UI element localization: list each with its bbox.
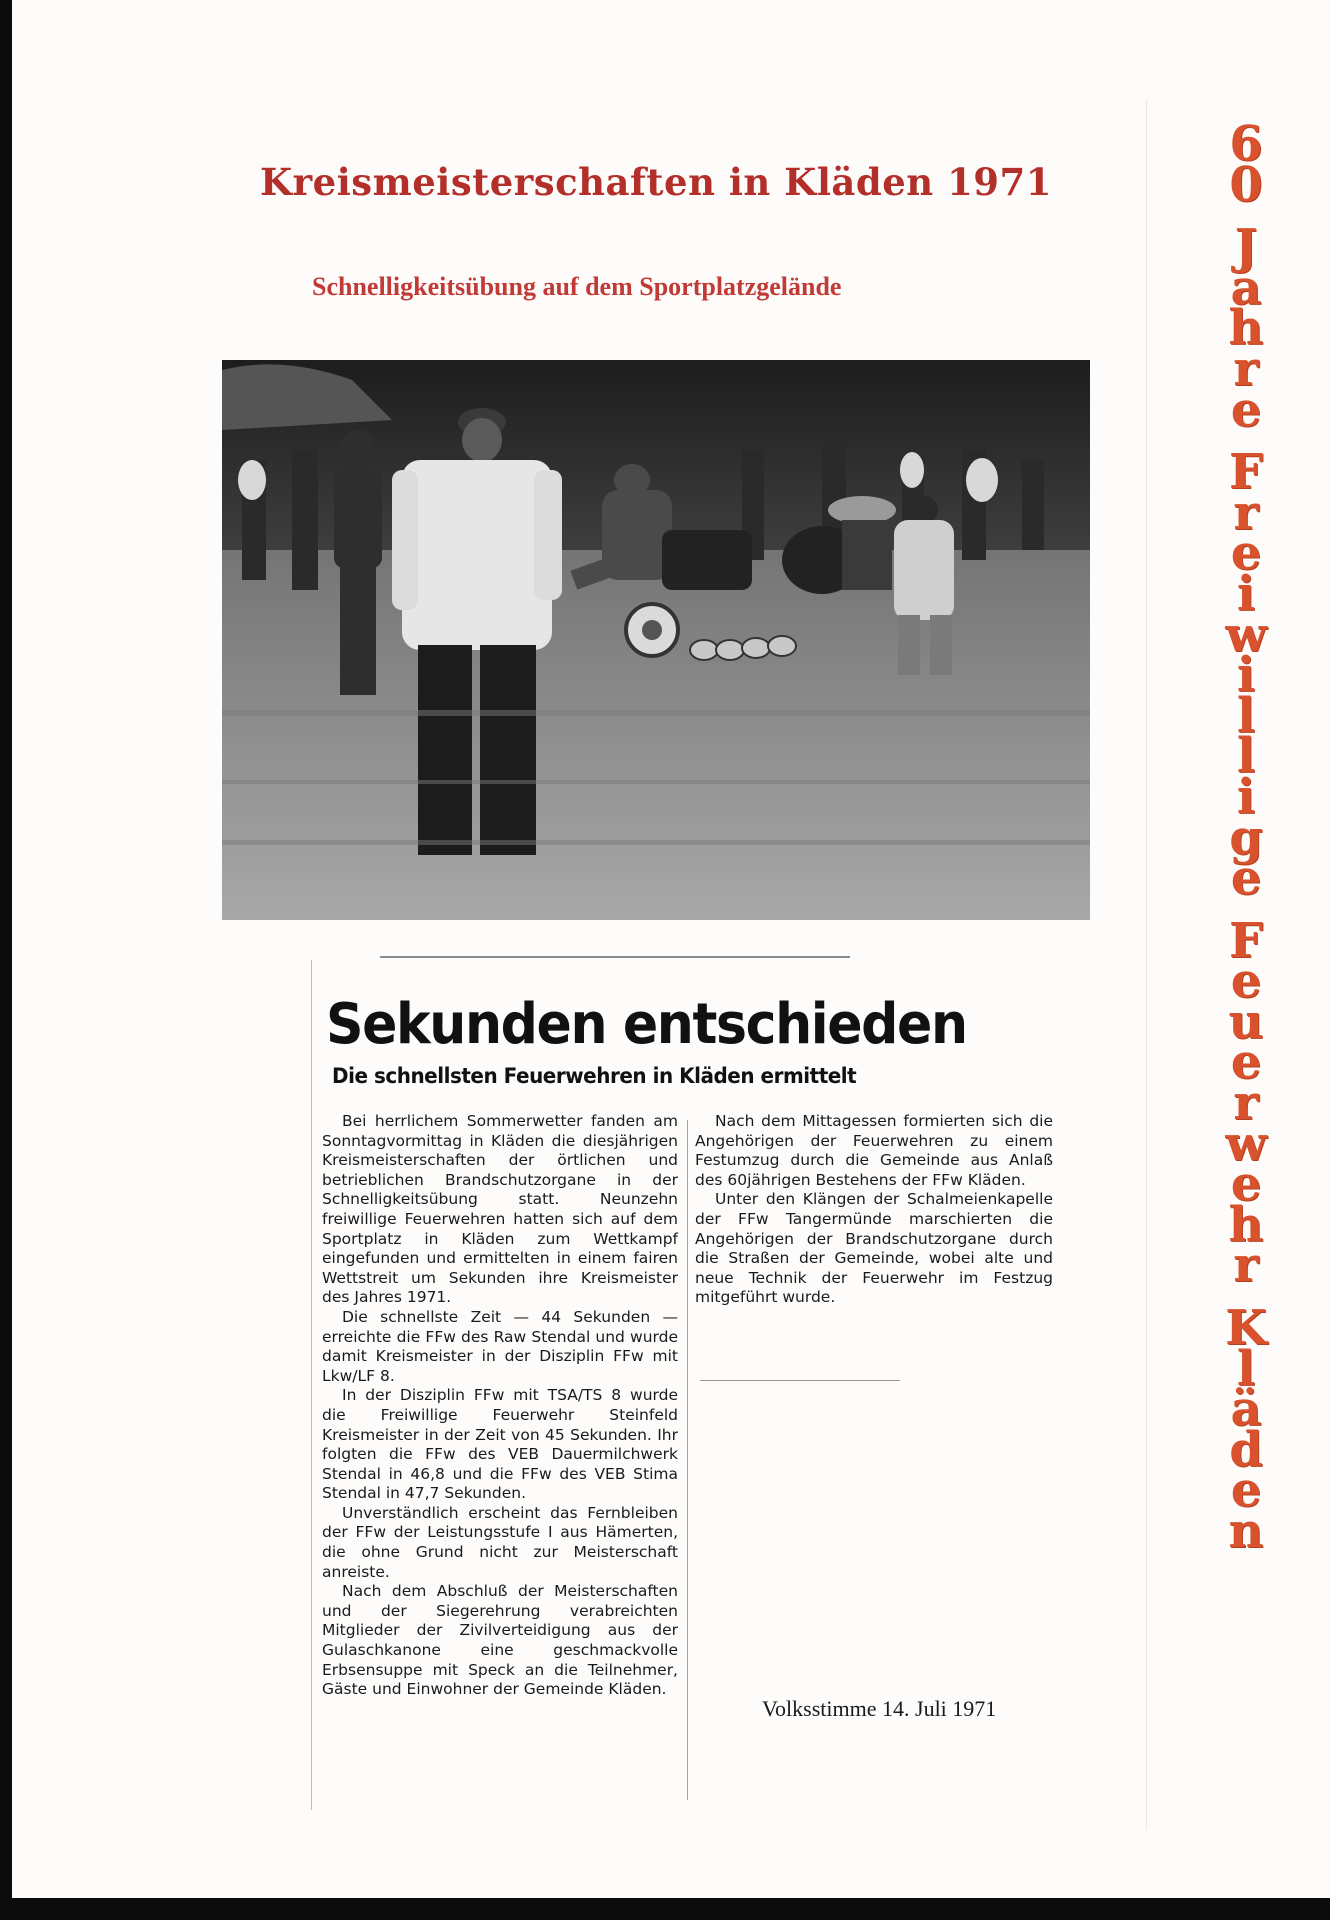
side-banner-letter: a (1230, 259, 1262, 316)
side-banner-letter: J (1234, 219, 1258, 276)
side-banner-letter: i (1236, 565, 1256, 622)
side-banner-letter: u (1228, 993, 1264, 1050)
article-right-column (695, 1112, 1053, 1362)
side-banner-word (1228, 219, 1264, 438)
article-paragraph: Unter den Klängen der Schalmeienkapelle der FFw Tangermünde marschierten die Angehörigen der Brandschutzorgane durch die Straßen der Gemeinde, wobei alte und neue Technik der Feuerwehr im Festzug mitgeführt wurde. (695, 1190, 1053, 1307)
column-divider (687, 1120, 688, 1800)
subtitle: Schnelligkeitsübung auf dem Sportplatzgelände (312, 272, 842, 301)
side-banner-letter: e (1230, 850, 1262, 907)
side-banner-letter: 0 (1229, 156, 1263, 213)
page-fold-line (1146, 100, 1147, 1830)
side-banner-letter: i (1236, 647, 1256, 704)
article-left-column (322, 1112, 678, 1802)
article-paragraph: Die schnellste Zeit — 44 Sekunden — erreichte die FFw des Raw Stendal und wurde damit Kreismeister in der Disziplin FFw mit Lkw/LF 8. (322, 1307, 678, 1385)
side-banner-letter: F (1228, 912, 1264, 969)
side-banner-letter: l (1236, 1340, 1256, 1397)
side-banner-letter: e (1230, 1156, 1262, 1213)
side-banner-letter: r (1233, 1237, 1259, 1294)
source-citation: Volksstimme 14. Juli 1971 (762, 1696, 997, 1721)
side-banner-letter: e (1230, 953, 1262, 1010)
clipping-top-rule (380, 956, 850, 958)
side-banner-letter: r (1233, 484, 1259, 541)
article-headline: Sekunden entschieden (326, 992, 967, 1057)
side-banner-letter: d (1229, 1421, 1263, 1478)
gothic-title: Kreismeisterschaften in Kläden 1971 (260, 160, 1053, 204)
side-banner-letter: i (1236, 768, 1256, 825)
clipping-left-edge (311, 960, 312, 1810)
side-banner-letter: r (1233, 1075, 1259, 1132)
side-banner-letter: e (1230, 525, 1262, 582)
side-banner-letter: ä (1230, 1381, 1262, 1438)
side-banner-letter: K (1225, 1300, 1267, 1357)
article-paragraph: Unverständlich erscheint das Fernbleiben der FFw der Leistungsstufe I aus Hämerten, die ohne Grund nicht zur Meisterschaft anreiste. (322, 1503, 678, 1581)
side-banner-letter: h (1228, 300, 1264, 357)
side-banner-letter: r (1233, 340, 1259, 397)
side-banner-letter: l (1236, 687, 1256, 744)
article-deck: Die schnellsten Feuerwehren in Kläden ermittelt (332, 1064, 857, 1088)
side-banner-letter: g (1229, 809, 1263, 866)
side-banner-word (1225, 912, 1267, 1294)
article-paragraph: Nach dem Mittagessen formierten sich die Angehörigen der Feuerwehren zu einem Festumzug durch die Gemeinde aus Anlaß des 60jährigen Bestehens der FFw Kläden. (695, 1112, 1053, 1189)
side-banner-letter: n (1228, 1503, 1264, 1559)
side-banner-60-jahre (1182, 116, 1310, 1559)
side-banner-letter: e (1230, 1034, 1262, 1091)
side-banner-word (1225, 444, 1267, 907)
photo-illustration (222, 360, 1090, 920)
side-banner-letter: w (1225, 606, 1267, 663)
column-end-rule (700, 1380, 900, 1381)
fire-drill-photo (222, 360, 1090, 920)
side-banner-letter: w (1225, 1115, 1267, 1172)
side-banner-letter: e (1230, 1462, 1262, 1519)
side-banner-letter: F (1228, 444, 1264, 501)
side-banner-letter: 6 (1229, 116, 1263, 172)
side-banner-letter: l (1236, 728, 1256, 785)
side-banner-letter: e (1230, 381, 1262, 438)
article-paragraph: Bei herrlichem Sommerwetter fanden am Sonntagvormittag in Kläden die diesjährigen Kreismeisterschaften der örtlichen und betrieblichen Brandschutzorgane in der Schnelligkeitsübung statt. Neunzehn freiwillige Feuerwehren hatten sich auf dem Sportplatz in Kläden zum Wettkampf eingefunden und ermittelten in einem fairen Wettstreit um Sekunden ihre Kreismeister des Jahres 1971. (322, 1112, 678, 1307)
side-banner-word (1225, 1300, 1267, 1559)
side-banner-letter: h (1228, 1196, 1264, 1253)
side-banner-word (1229, 116, 1263, 213)
article-paragraph: Nach dem Abschluß der Meisterschaften und der Siegerehrung verabreichten Mitglieder der Zivilverteidigung aus der Gulaschkanone eine geschmackvolle Erbsensuppe mit Speck an die Teilnehmer, Gäste und Einwohner der Gemeinde Kläden. (322, 1582, 678, 1699)
article-paragraph: In der Disziplin FFw mit TSA/TS 8 wurde die Freiwillige Feuerwehr Steinfeld Kreismeister in der Zeit von 45 Sekunden. Ihr folgten die FFw des VEB Dauermilchwerk Stendal in 46,8 und die FFw des VEB Stima Stendal in 47,7 Sekunden. (322, 1386, 678, 1503)
